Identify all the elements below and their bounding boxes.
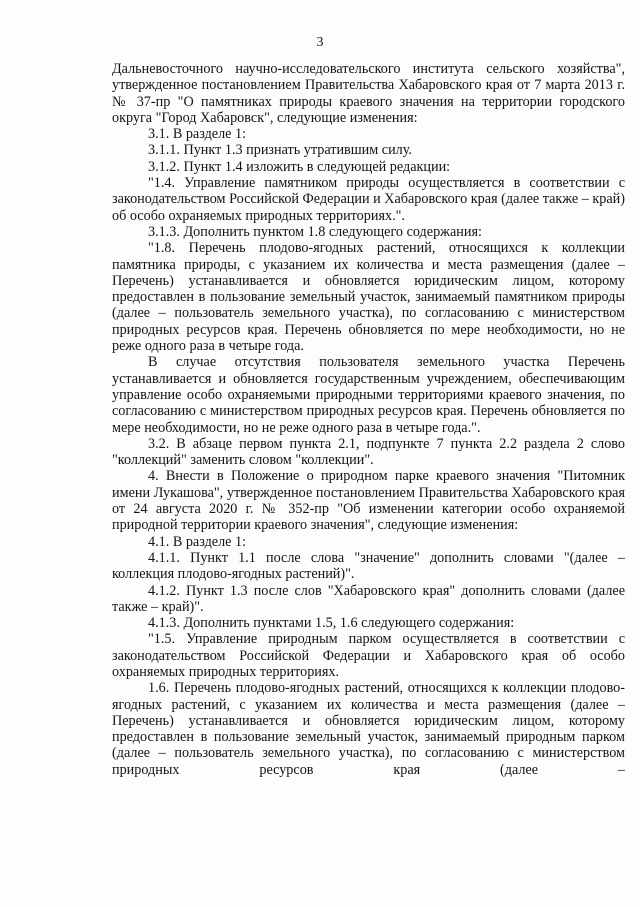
paragraph-4: 4. Внести в Положение о природном парке краевого значения "Питомник имени Лукашова", утвержденное постановлением Правительства Хабаровского края от 24 августа 2020 г. № 352-пр "Об изменении категории особо охраняемой природной территории краевого значения", следующие изменения: <box>112 468 625 534</box>
paragraph-3-1-3: 3.1.3. Дополнить пунктом 1.8 следующего содержания: <box>148 223 482 240</box>
document-body <box>112 61 625 778</box>
paragraph-continuation: Дальневосточного научно-исследовательского института сельского хозяйства", утвержденное постановлением Правительства Хабаровского края от 7 марта 2013 г. № 37-пр "О памятниках природы краевого значения на территории городского округа "Город Хабаровск", следующие изменения: <box>112 61 625 126</box>
paragraph-3-1-2: 3.1.2. Пункт 1.4 изложить в следующей редакции: <box>148 158 451 175</box>
paragraph-quote-1-4: "1.4. Управление памятником природы осуществляется в соответствии с законодательством Российской Федерации и Хабаровского края (далее также – край) об особо охраняемых природных территориях.". <box>112 175 625 224</box>
paragraph-3-1-1: 3.1.1. Пункт 1.3 признать утратившим силу. <box>148 142 412 159</box>
paragraph-quote-1-5: "1.5. Управление природным парком осуществляется в соответствии с законодательством Российской Федерации и Хабаровского края об особо охраняемых природных территориях. <box>112 631 625 680</box>
paragraph-3-2: 3.2. В абзаце первом пункта 2.1, подпункте 7 пункта 2.2 раздела 2 слово "коллекций" заменить словом "коллекции". <box>112 435 625 469</box>
paragraph-quote-1-8: "1.8. Перечень плодово-ягодных растений, относящихся к коллекции памятника природы, с указанием их количества и места размещения (далее – Перечень) устанавливается и обновляется юридическим лицом, которому предоставлен в пользование земельный участок, занимаемый памятником природы (далее – пользователь земельного участка), по согласованию с министерством природных ресурсов края. Перечень обновляется по мере необходимости, но не реже одного раза в четыре года. <box>112 240 625 355</box>
paragraph-4-1-1: 4.1.1. Пункт 1.1 после слова "значение" дополнить словами "(далее – коллекция плодово-ягодных растений)". <box>112 549 625 583</box>
paragraph-3-1: 3.1. В разделе 1: <box>148 126 247 143</box>
paragraph-4-1-3: 4.1.3. Дополнить пунктами 1.5, 1.6 следующего содержания: <box>148 615 515 632</box>
paragraph-4-1-2: 4.1.2. Пункт 1.3 после слов "Хабаровского края" дополнить словами (далее также – край)". <box>112 582 625 615</box>
paragraph-4-1: 4.1. В разделе 1: <box>148 533 247 550</box>
paragraph-1-6: 1.6. Перечень плодово-ягодных растений, относящихся к коллекции плодово-ягодных растений, с указанием их количества и места размещения (далее – Перечень) устанавливается и обновляется юридическим лицом, которому предоставлен в пользование земельный участок, занимаемый природным парком (далее – пользователь земельного участка), по согласованию с министерством природных ресурсов края (далее – <box>112 680 625 778</box>
page-number: 3 <box>316 35 324 50</box>
paragraph-no-user-case: В случае отсутствия пользователя земельного участка Перечень устанавливается и обновляется государственным учреждением, обеспечивающим управление особо охраняемыми природными территориями краевого значения, по согласованию с министерством природных ресурсов края. Перечень обновляется по мере необходимости, но не реже одного раза в четыре года.". <box>112 354 625 436</box>
